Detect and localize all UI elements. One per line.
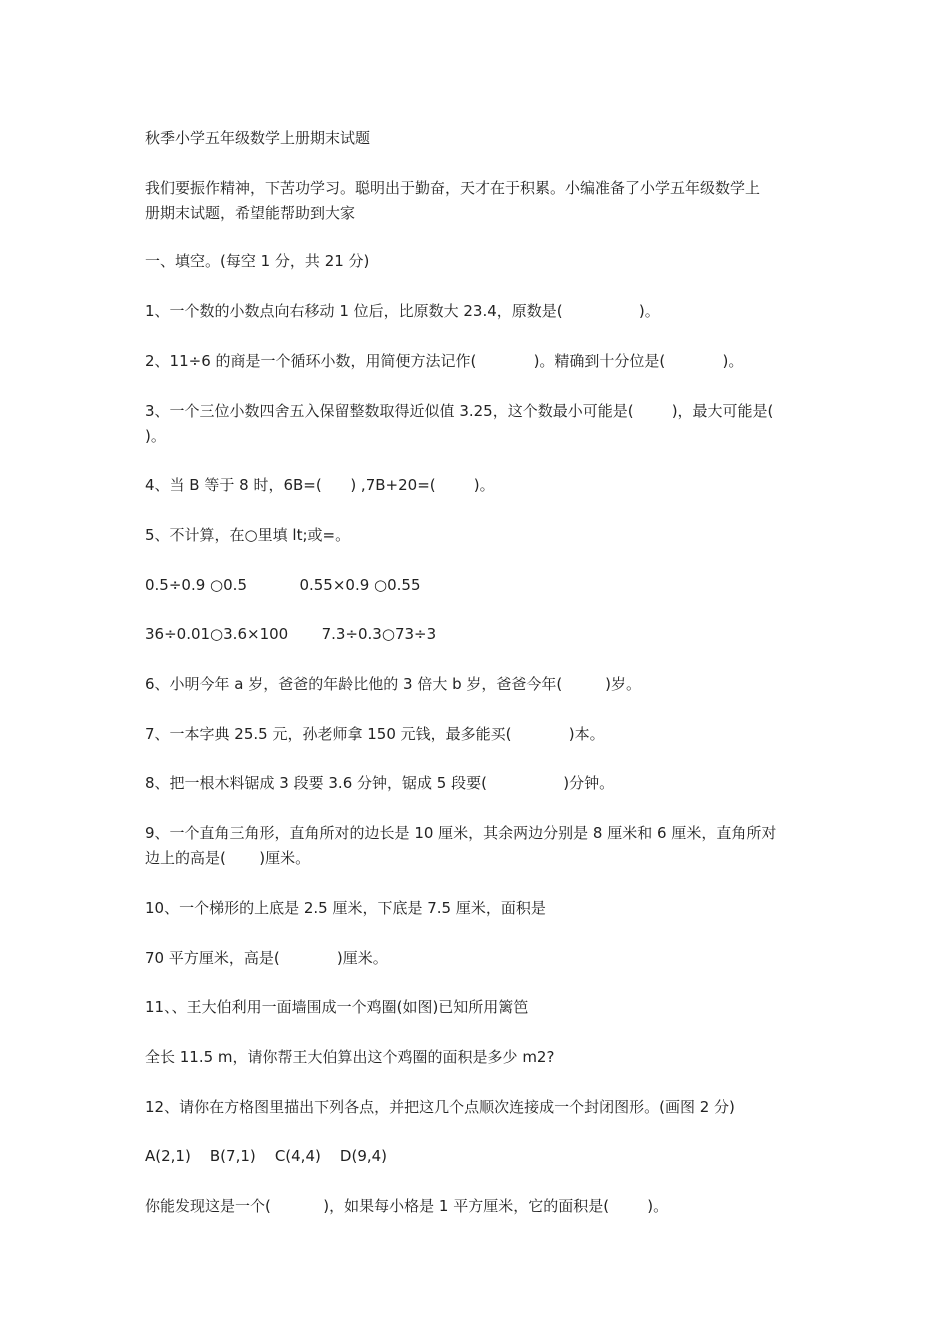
question-line: 12、请你在方格图里描出下列各点，并把这几个点顺次连接成一个封闭图形。(画图 2 分) <box>145 1098 735 1116</box>
document-title: 秋季小学五年级数学上册期末试题 <box>145 129 371 147</box>
question-line: 边上的高是( )厘米。 <box>145 849 311 867</box>
intro-line-1: 我们要振作精神，下苦功学习。聪明出于勤奋，天才在于积累。小编准备了小学五年级数学上 <box>145 179 761 197</box>
question-line: 你能发现这是一个( )，如果每小格是 1 平方厘米，它的面积是( )。 <box>145 1197 669 1215</box>
question-line: 全长 11.5 m，请你帮王大伯算出这个鸡圈的面积是多少 m2? <box>145 1048 555 1066</box>
question-line: 70 平方厘米，高是( )厘米。 <box>145 949 388 967</box>
question-line: 3、一个三位小数四舍五入保留整数取得近似值 3.25，这个数最小可能是( )，最大可能是( <box>145 402 774 420</box>
question-line: 10、一个梯形的上底是 2.5 厘米，下底是 7.5 厘米，面积是 <box>145 899 546 917</box>
question-line: 1、一个数的小数点向右移动 1 位后，比原数大 23.4，原数是( )。 <box>145 302 660 320</box>
intro-line-2: 册期末试题，希望能帮助到大家 <box>145 204 356 222</box>
question-line: )。 <box>145 427 166 445</box>
question-line: 6、小明今年 a 岁，爸爸的年龄比他的 3 倍大 b 岁，爸爸今年( )岁。 <box>145 675 642 693</box>
comparison-line: 0.5÷0.9 ○0.5 0.55×0.9 ○0.55 <box>145 576 421 594</box>
question-line: 7、一本字典 25.5 元，孙老师拿 150 元钱，最多能买( )本。 <box>145 725 605 743</box>
question-line: 8、把一根木料锯成 3 段要 3.6 分钟，锯成 5 段要( )分钟。 <box>145 774 615 792</box>
question-line: 2、11÷6 的商是一个循环小数，用简便方法记作( )。精确到十分位是( )。 <box>145 352 744 370</box>
question-line: 4、当 B 等于 8 时，6B=( ) ,7B+20=( )。 <box>145 476 495 494</box>
question-line: 11、、王大伯利用一面墙围成一个鸡圈(如图)已知所用篱笆 <box>145 998 529 1016</box>
comparison-line: 36÷0.01○3.6×100 7.3÷0.3○73÷3 <box>145 625 437 643</box>
section-heading: 一、填空。(每空 1 分，共 21 分) <box>145 252 370 270</box>
question-line: 5、不计算，在○里填 lt;或=。 <box>145 526 351 544</box>
question-line: 9、一个直角三角形，直角所对的边长是 10 厘米，其余两边分别是 8 厘米和 6 厘米，直角所对 <box>145 824 777 842</box>
points-line: A(2,1) B(7,1) C(4,4) D(9,4) <box>145 1147 388 1165</box>
